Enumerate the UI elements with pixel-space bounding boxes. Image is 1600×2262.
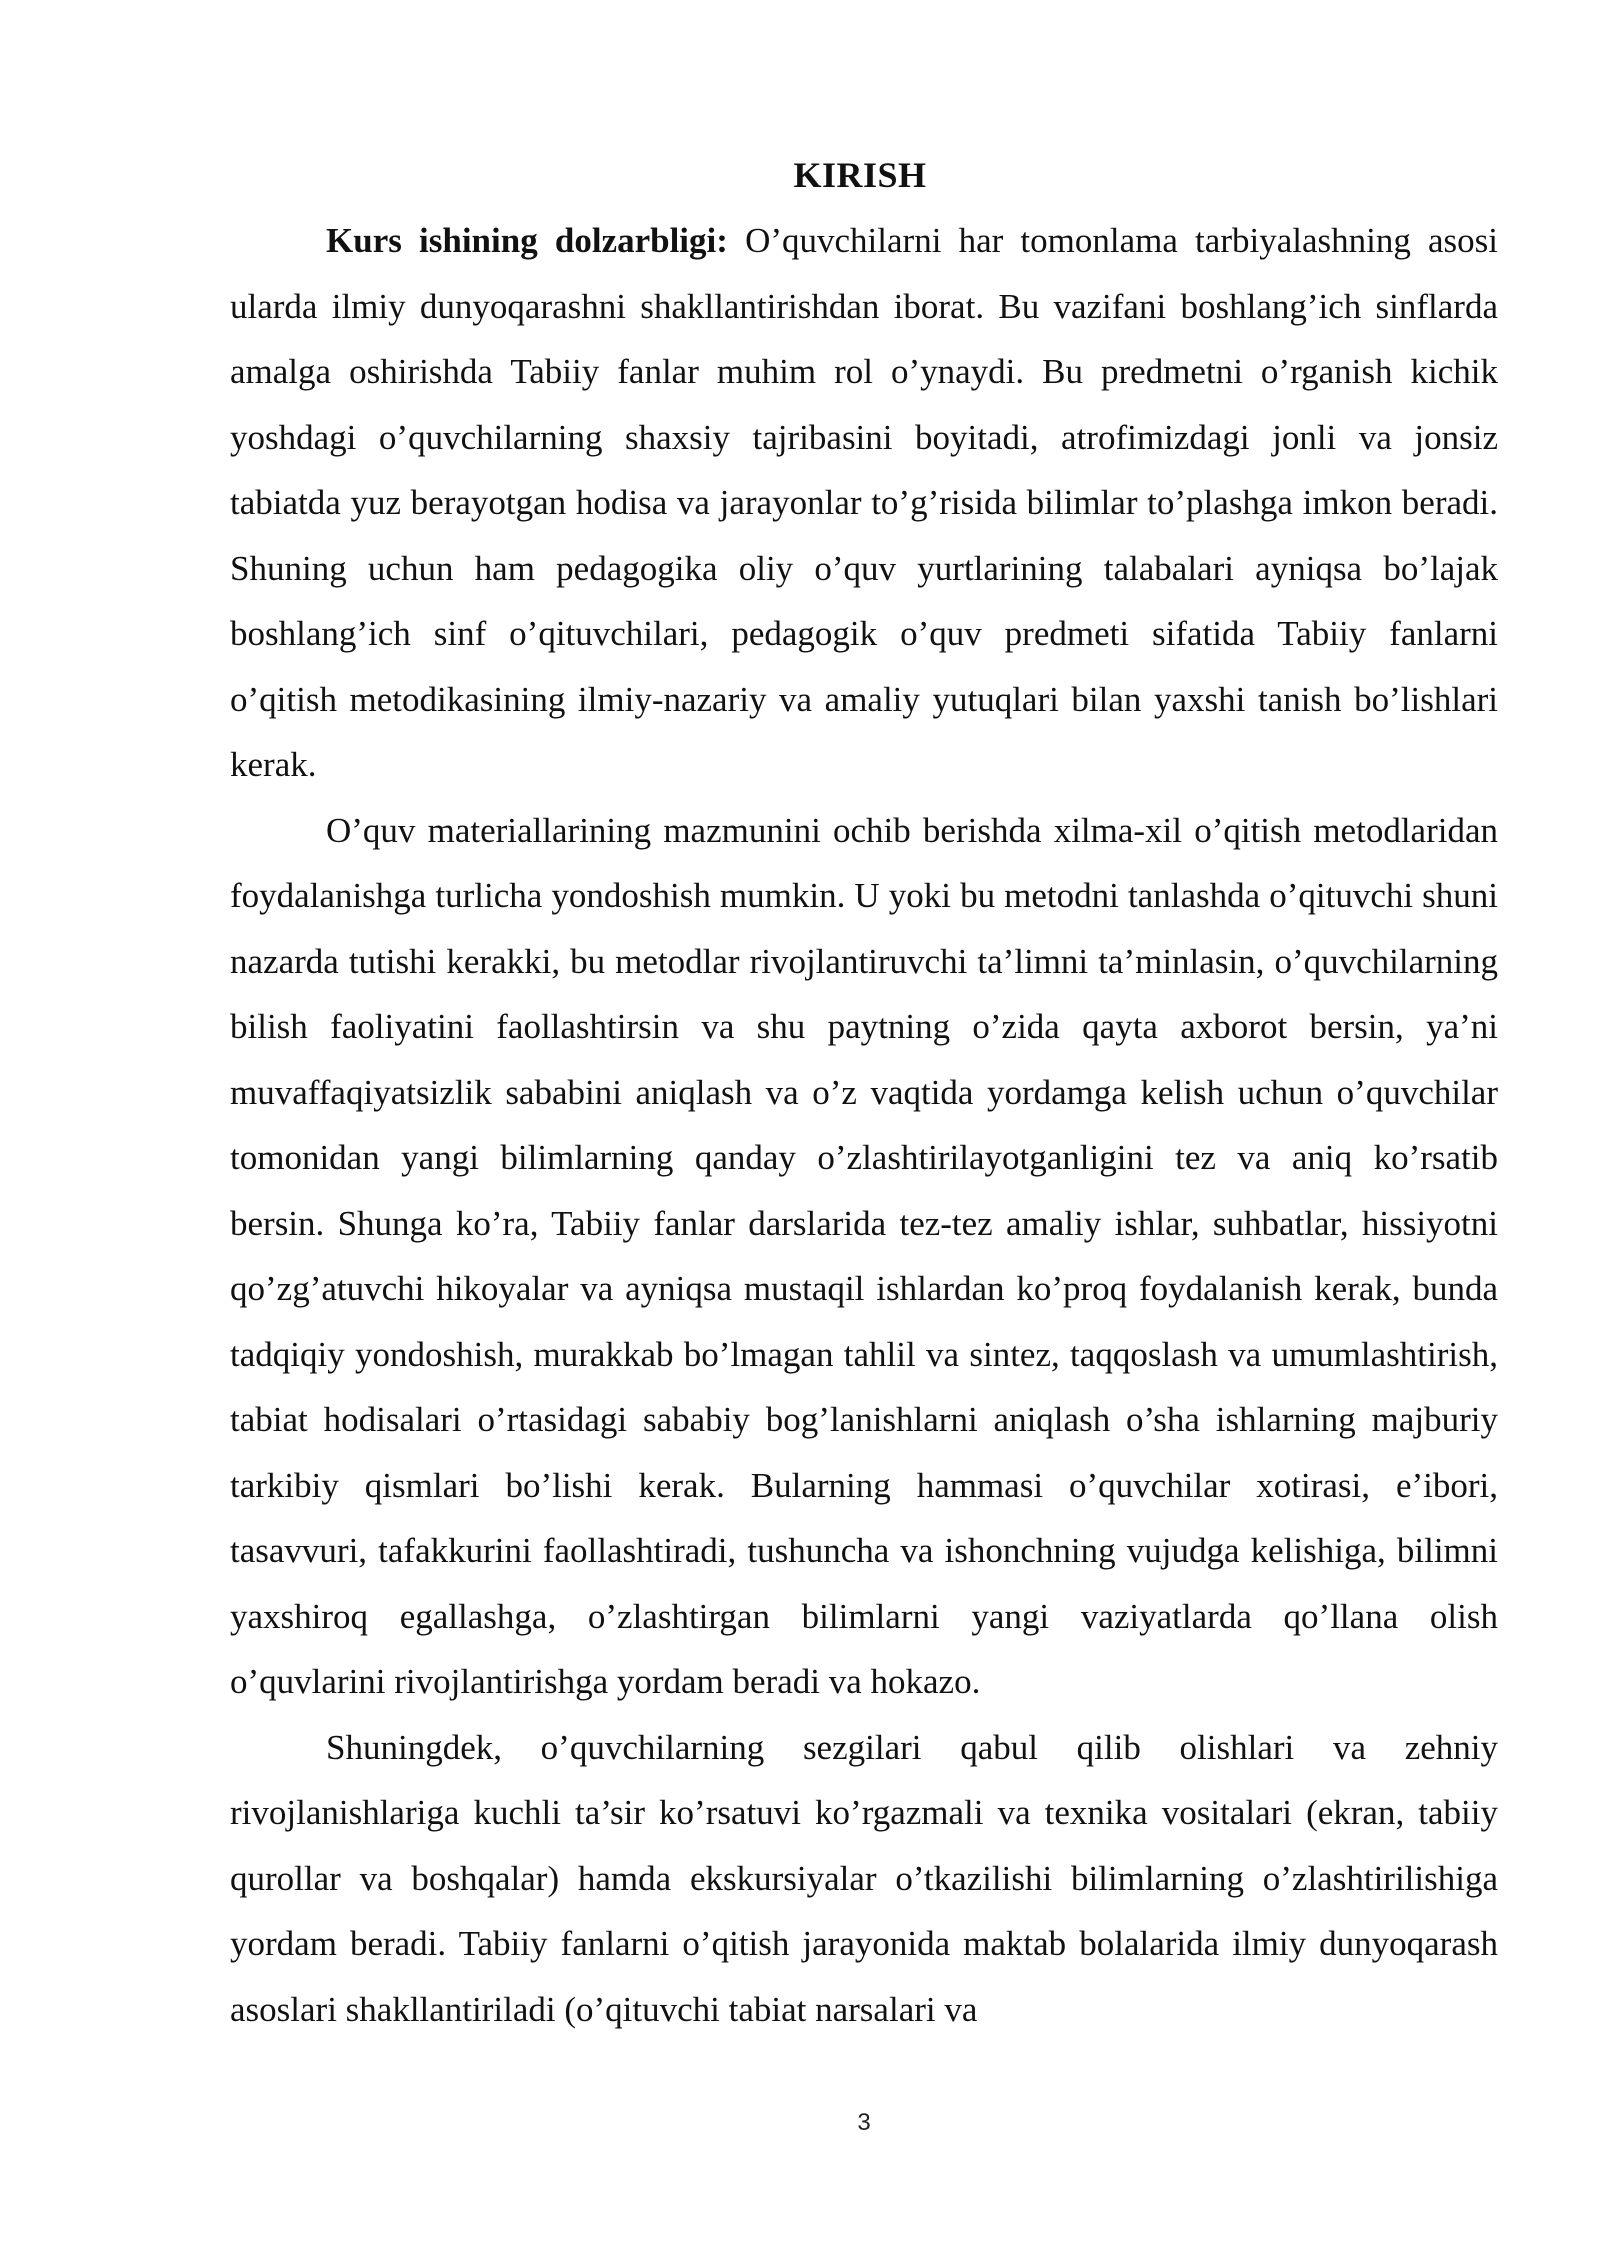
- page-number: 3: [857, 2109, 871, 2136]
- lead-label: Kurs ishining dolzarbligi:: [326, 221, 728, 260]
- paragraph-2: O’quv materiallarining mazmunini ochib berishda xilma-xil o’qitish metodlaridan foydalanishga turlicha yondoshish mumkin. U yoki bu metodni tanlashda o’qituvchi shuni nazarda tutishi kerakki, bu metodlar rivojlantiruvchi ta’limni ta’minlasin, o’quvchilarning bilish faoliyatini faollashtirsin va shu paytning o’zida qayta axborot bersin, ya’ni muvaffaqiyatsizlik sababini aniqlash va o’z vaqtida yordamga kelish uchun o’quvchilar tomonidan yangi bilimlarning qanday o’zlashtirilayotganligini tez va aniq ko’rsatib bersin. Shunga ko’ra, Tabiiy fanlar darslarida tez-tez amaliy ishlar, suhbatlar, hissiyotni qo’zg’atuvchi hikoyalar va ayniqsa mustaqil ishlardan ko’proq foydalanish kerak, bunda tadqiqiy yondoshish, murakkab bo’lmagan tahlil va sintez, taqqoslash va umumlashtirish, tabiat hodisalari o’rtasidagi sababiy bog’lanishlarni aniqlash o’sha ishlarning majburiy tarkibiy qismlari bo’lishi kerak. Bularning hammasi o’quvchilar xotirasi, e’ibori, tasavvuri, tafakkurini faollashtiradi, tushuncha va ishonchning vujudga kelishiga, bilimni yaxshiroq egallashga, o’zlashtirgan bilimlarni yangi vaziyatlarda qo’llana olish o’quvlarini rivojlantirishga yordam beradi va hokazo.: [230, 810, 1498, 1701]
- paragraph-1: [230, 208, 1498, 798]
- paragraph-1-text: O’quvchilarni har tomonlama tarbiyalashning asosi ularda ilmiy dunyoqarashni shakllantirishdan iborat. Bu vazifani boshlang’ich sinflarda amalga oshirishda Tabiiy fanlar muhim rol o’ynaydi. Bu predmetni o’rganish kichik yoshdagi o’quvchilarning shaxsiy tajribasini boyitadi, atrofimizdagi jonli va jonsiz tabiatda yuz berayotgan hodisa va jarayonlar to’g’risida bilimlar to’plashga imkon beradi. Shuning uchun ham pedagogika oliy o’quv yurtlarining talabalari ayniqsa bo’lajak boshlang’ich sinf o’qituvchilari, pedagogik o’quv predmeti sifatida Tabiiy fanlarni o’qitish metodikasining ilmiy-nazariy va amaliy yutuqlari bilan yaxshi tanish bo’lishlari kerak.: [230, 221, 1498, 784]
- page-title: KIRISH: [793, 155, 927, 195]
- paragraph-3: Shuningdek, o’quvchilarning sezgilari qabul qilib olishlari va zehniy rivojlanishlariga kuchli ta’sir ko’rsatuvi ko’rgazmali va texnika vositalari (ekran, tabiiy qurollar va boshqalar) hamda ekskursiyalar o’tkazilishi bilimlarning o’zlashtirilishiga yordam beradi. Tabiiy fanlarni o’qitish jarayonida maktab bolalarida ilmiy dunyoqarash asoslari shakllantiriladi (o’qituvchi tabiat narsalari va: [230, 1727, 1498, 2029]
- document-body: [230, 208, 1498, 2042]
